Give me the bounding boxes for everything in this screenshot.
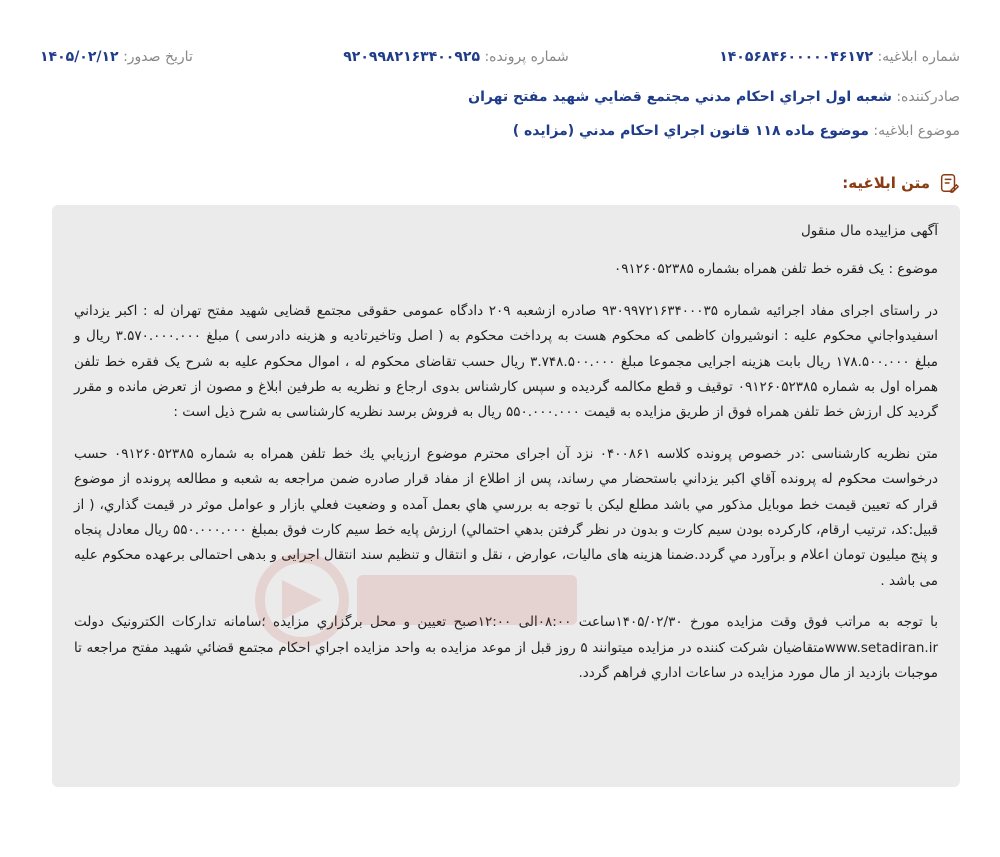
- subject-label: موضوع ابلاغيه:: [873, 123, 960, 139]
- issue-date: [40, 46, 193, 68]
- notice-number-label: شماره ابلاغيه:: [877, 49, 960, 65]
- notice-number-value: ۱۴۰۵۶۸۴۶۰۰۰۰۰۴۶۱۷۲: [719, 49, 873, 65]
- notice-paragraph-1: در راستای اجرای مفاد اجرائیه شماره ۹۳۰۹۹۷۲۱۶۳۴۰۰۰۳۵ صادره ازشعبه ۲۰۹ دادگاه عمومی حقوقی مجتمع قضایی شهید مفتح تهران له : اکبر یزداني اسفیدواجاني محکوم علیه : انوشیروان کاظمی که محکوم هست به پرداخت محکوم به ( اصل وتاخیرتادیه و هزینه دادرسی ) مبلغ ۳.۵۷۰.۰۰۰.۰۰۰ ریال و مبلغ ۱۷۸.۵۰۰.۰۰۰ ریال بابت هزینه اجرایی مجموعا مبلغ ۳.۷۴۸.۵۰۰.۰۰۰ ریال حسب تقاضای محکوم له ، اموال محکوم علیه به شرح یک فقره خط تلفن همراه اول به شماره ۰۹۱۲۶۰۵۲۳۸۵ توقیف و قطع مکالمه گردیده و سپس کارشناس بدوی ارجاع و نظریه به طرفین ابلاغ و مصون از تعرض مانده و مقرر گردید کل ارزش خط تلفن همراه فوق از طریق مزایده به قیمت ۵۵۰.۰۰۰.۰۰۰ ریال به فروش برسد نظریه کارشناسی به شرح ذیل است :: [74, 302, 938, 421]
- notice-paragraph-2: متن نظریه کارشناسی :در خصوص پرونده کلاسه ۰۴۰۰۸۶۱ نزد آن اجرای محترم موضوع ارزيابي يك خط تلفن همراه به شماره ۰۹۱۲۶۰۵۲۳۸۵ حسب درخواست محکوم له پرونده آقاي اکبر يزداني باستحضار مي رساند، پس از اطلاع از مفاد قرار صادره ضمن مراجعه به شعبه و مطالعه پرونده از موضوع قرار که تعيين قيمت خط موبايل مذکور مي باشد مطلع ليکن با توجه به بررسي هاي بعمل آمده و وضعيت فعلي بازار و عوامل موثر در قيمت گذاري، ( از قبيل:کد، ترتيب ارقام، کارکرده بودن سيم کارت و بدون در نظر گرفتن بدهي احتمالي) ارزش پايه خط سيم کارت فوق بمبلغ ۵۵۰.۰۰۰.۰۰۰ ریال معادل پنجاه و پنج ميليون تومان اعلام و برآورد مي گردد.ضمنا هزینه های مالیات، عوارض ، نقل و انتقال و تنظيم سند انتقال اجرایی و بدهی احتمالی برعهده محکوم علیه می باشد .: [74, 445, 939, 589]
- document-edit-icon: [938, 172, 960, 194]
- section-title: [842, 172, 960, 194]
- issue-date-label: تاريخ صدور:: [123, 49, 193, 65]
- notice-paragraph-3: با توجه به مراتب فوق وقت مزايده مورخ ۱۴۰۵/۰۲/۳۰ساعت ۰۸:۰۰الی ۱۲:۰۰صبح تعیین و محل برگزاري مزايده ؛سامانه تدارکات الکترونيک دولت www.setadiran.irمتقاضيان شرکت کننده در مزايده ميتوانند ۵ روز قبل از موعد مزايده به واحد مزايده اجراي احکام مجتمع قضائي شهيد مفتح مراجعه تا موجبات بازديد از مال مورد مزايده در ساعات اداري فراهم گردد.: [74, 614, 939, 682]
- issuer-value: شعبه اول اجراي احکام مدني مجتمع قضايي شهيد مفتح تهران: [468, 89, 892, 105]
- notice-body-card: [52, 205, 960, 787]
- section-title-label: متن ابلاغيه:: [842, 174, 930, 192]
- case-number-value: ۹۲۰۹۹۸۲۱۶۳۴۰۰۹۲۵: [343, 49, 480, 65]
- meta-row-numbers: [40, 46, 960, 68]
- issue-date-value: ۱۴۰۵/۰۲/۱۲: [40, 49, 119, 65]
- notice-number: [719, 46, 960, 68]
- notice-subject: موضوع : یک فقره خط تلفن همراه بشماره ۰۹۱۲۶۰۵۲۳۸۵: [614, 261, 938, 278]
- case-number: [343, 46, 569, 68]
- subject-value: موضوع ماده ۱۱۸ قانون اجراي احکام مدني (مزايده ): [512, 123, 869, 139]
- case-number-label: شماره پرونده:: [484, 49, 569, 65]
- issuer-row: [40, 86, 960, 108]
- notice-title: آگهی مزاییده مال منقول: [800, 223, 938, 239]
- subject-row: [40, 120, 960, 142]
- issuer-label: صادرکننده:: [896, 89, 960, 105]
